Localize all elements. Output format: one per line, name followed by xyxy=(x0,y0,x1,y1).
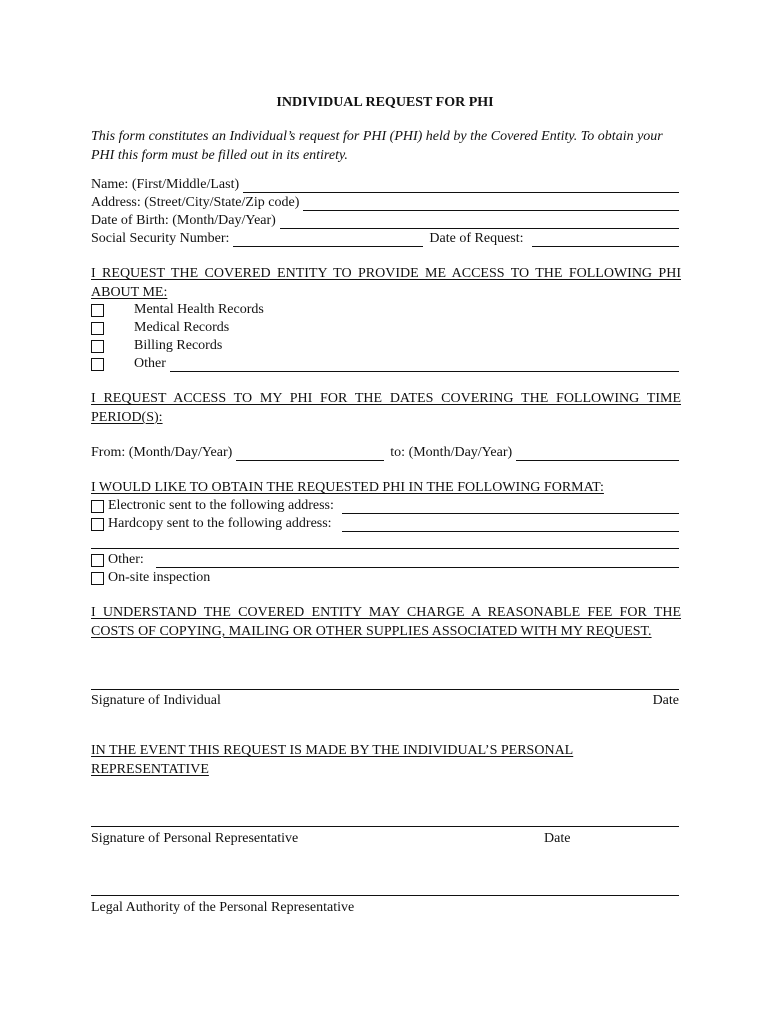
address-field[interactable] xyxy=(303,197,679,211)
page-title: INDIVIDUAL REQUEST FOR PHI xyxy=(276,95,494,110)
billing-checkbox[interactable] xyxy=(91,340,104,353)
legal-authority-row xyxy=(91,899,679,916)
format-electronic xyxy=(91,497,679,514)
hardcopy-address-field[interactable] xyxy=(342,518,679,532)
name-row xyxy=(91,176,679,193)
to-date-field[interactable] xyxy=(516,447,679,461)
onsite-label: On-site inspection xyxy=(108,570,211,585)
hardcopy-checkbox[interactable] xyxy=(91,518,104,531)
other-format-field[interactable] xyxy=(156,554,679,568)
ssn-label: Social Security Number: xyxy=(91,231,230,246)
mental-health-checkbox[interactable] xyxy=(91,304,104,317)
individual-signature-label: Signature of Individual xyxy=(91,693,221,708)
other-format-checkbox[interactable] xyxy=(91,554,104,567)
mental-health-label: Mental Health Records xyxy=(134,302,264,317)
individual-signature-row xyxy=(91,692,679,709)
other-records-label: Other xyxy=(134,356,166,371)
format-heading: I WOULD LIKE TO OBTAIN THE REQUESTED PHI IN THE FOLLOWING FORMAT: xyxy=(91,480,604,495)
representative-heading: IN THE EVENT THIS REQUEST IS MADE BY THE INDIVIDUAL’S PERSONAL REPRESENTATIVE xyxy=(91,743,574,777)
address-row xyxy=(91,194,679,211)
billing-label: Billing Records xyxy=(134,338,223,353)
option-other xyxy=(91,355,679,372)
dob-row xyxy=(91,212,679,229)
from-label: From: (Month/Day/Year) xyxy=(91,445,233,460)
other-records-field[interactable] xyxy=(170,358,679,372)
format-onsite xyxy=(91,569,679,586)
onsite-checkbox[interactable] xyxy=(91,572,104,585)
name-field[interactable] xyxy=(243,179,679,193)
from-date-field[interactable] xyxy=(236,447,384,461)
legal-authority-line[interactable] xyxy=(91,895,679,896)
dob-label: Date of Birth: (Month/Day/Year) xyxy=(91,213,276,228)
representative-signature-row xyxy=(91,830,679,847)
electronic-label: Electronic sent to the following address: xyxy=(108,498,334,513)
to-label: to: (Month/Day/Year) xyxy=(390,445,513,460)
date-of-request-field[interactable] xyxy=(532,233,679,247)
other-records-checkbox[interactable] xyxy=(91,358,104,371)
intro-text: This form constitutes an Individual’s request for PHI (PHI) held by the Covered Entity. To obtain your PHI this form must be filled out in its entirety. xyxy=(91,129,663,163)
legal-authority-label: Legal Authority of the Personal Representative xyxy=(91,900,355,915)
medical-label: Medical Records xyxy=(134,320,230,335)
ssn-row xyxy=(91,230,679,247)
address-label: Address: (Street/City/State/Zip code) xyxy=(91,195,300,210)
address-continuation-line[interactable] xyxy=(91,548,679,549)
date-of-request-label: Date of Request: xyxy=(429,231,524,246)
fee-statement: I UNDERSTAND THE COVERED ENTITY MAY CHARGE A REASONABLE FEE FOR THE COSTS OF COPYING, MAILING OR OTHER SUPPLIES ASSOCIATED WITH MY REQUEST. xyxy=(91,605,681,639)
individual-signature-line[interactable] xyxy=(91,689,679,690)
period-heading: I REQUEST ACCESS TO MY PHI FOR THE DATES COVERING THE FOLLOWING TIME PERIOD(S): xyxy=(91,391,681,425)
other-format-label: Other: xyxy=(108,552,144,567)
dob-field[interactable] xyxy=(280,215,679,229)
electronic-checkbox[interactable] xyxy=(91,500,104,513)
representative-date-label: Date xyxy=(544,831,571,846)
period-row xyxy=(91,444,679,461)
access-heading: I REQUEST THE COVERED ENTITY TO PROVIDE ME ACCESS TO THE FOLLOWING PHI ABOUT ME: xyxy=(91,266,681,300)
hardcopy-label: Hardcopy sent to the following address: xyxy=(108,516,332,531)
format-other xyxy=(91,551,679,568)
name-label: Name: (First/Middle/Last) xyxy=(91,177,240,192)
ssn-field[interactable] xyxy=(233,233,423,247)
representative-signature-line[interactable] xyxy=(91,826,679,827)
medical-checkbox[interactable] xyxy=(91,322,104,335)
representative-signature-label: Signature of Personal Representative xyxy=(91,831,299,846)
electronic-address-field[interactable] xyxy=(342,500,679,514)
option-medical xyxy=(91,319,679,336)
individual-date-label: Date xyxy=(652,693,679,708)
option-mental-health xyxy=(91,301,679,318)
format-hardcopy xyxy=(91,515,679,532)
option-billing xyxy=(91,337,679,354)
